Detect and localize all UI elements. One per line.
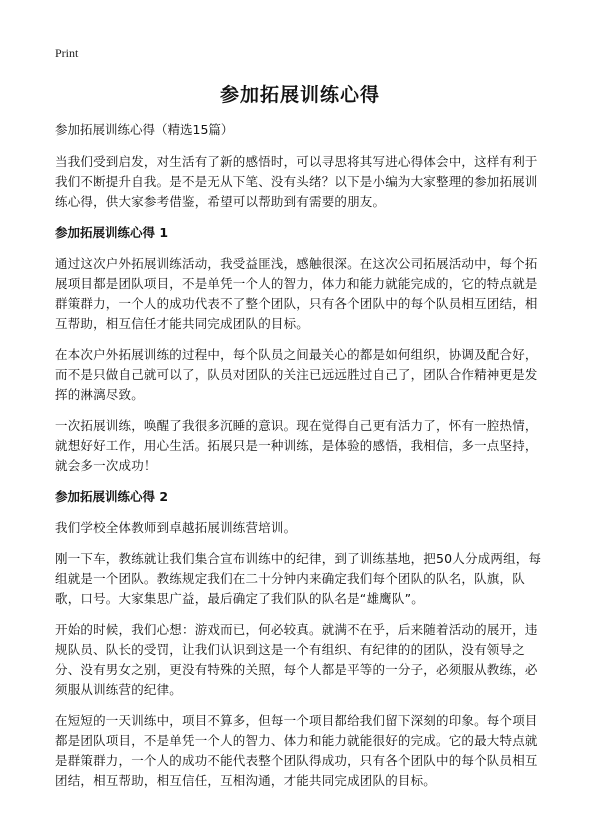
section-2 [55,487,545,791]
article-body [55,120,545,802]
paragraph: 刚一下车，教练就让我们集合宣布训练中的纪律，到了训练基地，把50人分成两组，每组就是一个团队。教练规定我们在二十分钟内来确定我们每个团队的队名，队旗，队歌，口号。大家集思广益，最后确定了我们队的队名是“雄鹰队”。 [55,551,542,606]
page-title: 参加拓展训练心得 [219,84,380,106]
print-link[interactable]: Print [55,46,79,60]
paragraph: 在本次户外拓展训练的过程中，每个队员之间最关心的都是如何组织，协调及配合好，而不是只做自己就可以了，队员对团队的关注已远远胜过自己了，团队合作精神更是发挥的淋漓尽致。 [55,347,538,402]
intro-paragraph: 当我们受到启发，对生活有了新的感悟时，可以寻思将其写进心得体会中，这样有利于我们不断提升自我。是不是无从下笔、没有头绪？以下是小编为大家整理的参加拓展训练心得，供大家参考借鉴，希望可以帮助到有需要的朋友。 [55,154,538,209]
section-heading: 参加拓展训练心得 1 [55,225,169,240]
paragraph: 开始的时候，我们心想：游戏而已，何必较真。就满不在乎，后来随着活动的展开，违规队员、队长的受罚，让我们认识到这是一个有组织、有纪律的的团队，没有领导之分、没有男女之别，更没有特殊的关照，每个人都是平等的一分子，必须服从教练，必须服从训练营的纪律。 [55,622,538,697]
article-subtitle: 参加拓展训练心得（精选15篇） [55,122,234,137]
section-heading: 参加拓展训练心得 2 [55,489,169,504]
paragraph: 我们学校全体教师到卓越拓展训练营培训。 [55,520,297,535]
paragraph: 通过这次户外拓展训练活动，我受益匪浅，感触很深。在这次公司拓展活动中，每个拓展项目都是团队项目，不是单凭一个人的智力，体力和能力就能完成的，它的特点就是群策群力，一个人的成功代表不了整个团队，只有各个团队中的每个队员相互团结，相互帮助，相互信任才能共同完成团队的目标。 [55,256,538,331]
section-1 [55,223,545,476]
paragraph: 在短短的一天训练中，项目不算多，但每一个项目都给我们留下深刻的印象。每个项目都是团队项目，不是单凭一个人的智力、体力和能力就能很好的完成。它的最大特点就是群策群力，一个人的成功不能代表整个团队得成功，只有各个团队中的每个队员相互团结，相互帮助，相互信任，互相沟通，才能共同完成团队的目标。 [55,713,538,788]
paragraph: 一次拓展训练，唤醒了我很多沉睡的意识。现在觉得自己更有活力了，怀有一腔热情，就想好好工作，用心生活。拓展只是一种训练，是体验的感悟，我相信，多一点坚持，就会多一次成功！ [55,418,538,473]
